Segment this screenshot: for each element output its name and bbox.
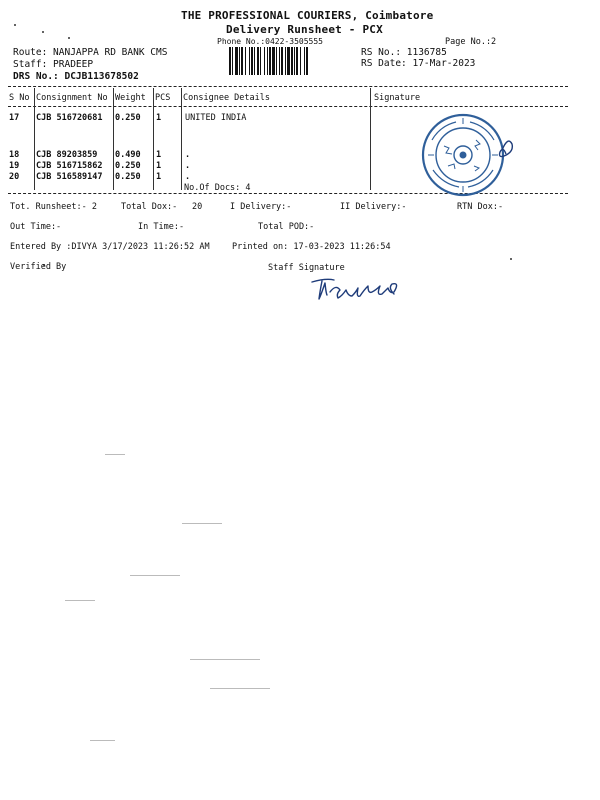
row-weight: 0.250 (115, 113, 141, 123)
column-header-sno: S No (9, 93, 30, 103)
rs-number: RS No.: 1136785 (361, 47, 447, 58)
row-sno: 20 (9, 172, 20, 182)
staff-name: Staff: PRADEEP (13, 59, 94, 70)
total-pod: Total POD:- (258, 222, 315, 232)
row-sno: 17 (9, 113, 20, 123)
row-pcs: 1 (156, 113, 162, 123)
scan-speck (42, 31, 44, 33)
column-divider (370, 88, 371, 190)
rs-date: RS Date: 17-Mar-2023 (361, 58, 476, 69)
route: Route: NANJAPPA RD BANK CMS (13, 47, 168, 58)
row-weight: 0.250 (115, 172, 141, 182)
column-header-signature: Signature (374, 93, 421, 103)
office-stamp (418, 110, 518, 200)
scan-noise (90, 740, 115, 741)
row-pcs: 1 (156, 161, 162, 171)
row-weight: 0.250 (115, 161, 141, 171)
column-header-weight: Weight (115, 93, 146, 103)
scan-noise (182, 523, 222, 524)
verified-by: Verified By (10, 262, 67, 272)
row-consignee: . (185, 172, 191, 182)
row-consignment: CJB 89203859 (36, 150, 98, 160)
scan-noise (190, 659, 260, 660)
column-divider (34, 88, 35, 190)
staff-signature-label: Staff Signature (268, 263, 345, 273)
row-pcs: 1 (156, 172, 162, 182)
row-sno: 19 (9, 161, 20, 171)
document-title: Delivery Runsheet - PCX (226, 23, 383, 36)
table-header-rule (8, 106, 568, 107)
row-sno: 18 (9, 150, 20, 160)
total-dox-value: 20 (192, 202, 203, 212)
scan-noise (130, 575, 180, 576)
entered-by: Entered By :DIVYA 3/17/2023 11:26:52 AM (10, 242, 210, 252)
row-consignee: . (185, 161, 191, 171)
printed-on: Printed on: 17-03-2023 11:26:54 (232, 242, 391, 252)
i-delivery: I Delivery:- (230, 202, 292, 212)
ii-delivery: II Delivery:- (340, 202, 407, 212)
in-time: In Time:- (138, 222, 185, 232)
column-divider (113, 88, 114, 190)
column-header-consignment: Consignment No (36, 93, 108, 103)
row-consignment: CJB 516589147 (36, 172, 103, 182)
row-weight: 0.490 (115, 150, 141, 160)
out-time: Out Time:- (10, 222, 62, 232)
company-title: THE PROFESSIONAL COURIERS, Coimbatore (181, 9, 434, 22)
no-of-docs: No.Of Docs: 4 (184, 183, 251, 193)
column-divider (153, 88, 154, 190)
rtn-dox: RTN Dox:- (457, 202, 504, 212)
scan-speck (68, 37, 70, 39)
drs-number: DRS No.: DCJB113678502 (13, 71, 139, 82)
row-consignment: CJB 516715862 (36, 161, 103, 171)
barcode (229, 47, 354, 75)
scan-speck (14, 24, 16, 26)
column-divider (181, 88, 182, 190)
row-consignment: CJB 516720681 (36, 113, 103, 123)
column-header-consignee: Consignee Details (183, 93, 270, 103)
total-runsheet: Tot. Runsheet:- 2 (10, 202, 97, 212)
row-pcs: 1 (156, 150, 162, 160)
column-header-pcs: PCS (155, 93, 171, 103)
page-number: Page No.:2 (445, 37, 497, 47)
table-top-rule (8, 86, 568, 87)
scan-speck (510, 258, 512, 260)
scan-noise (105, 454, 125, 455)
scan-noise (210, 688, 270, 689)
staff-signature (310, 276, 410, 304)
row-consignee: UNITED INDIA (185, 113, 247, 123)
total-dox-label: Total Dox:- (121, 202, 178, 212)
row-consignee: . (185, 150, 191, 160)
scan-noise (65, 600, 95, 601)
phone-number: Phone No.:0422-3505555 (217, 37, 323, 46)
